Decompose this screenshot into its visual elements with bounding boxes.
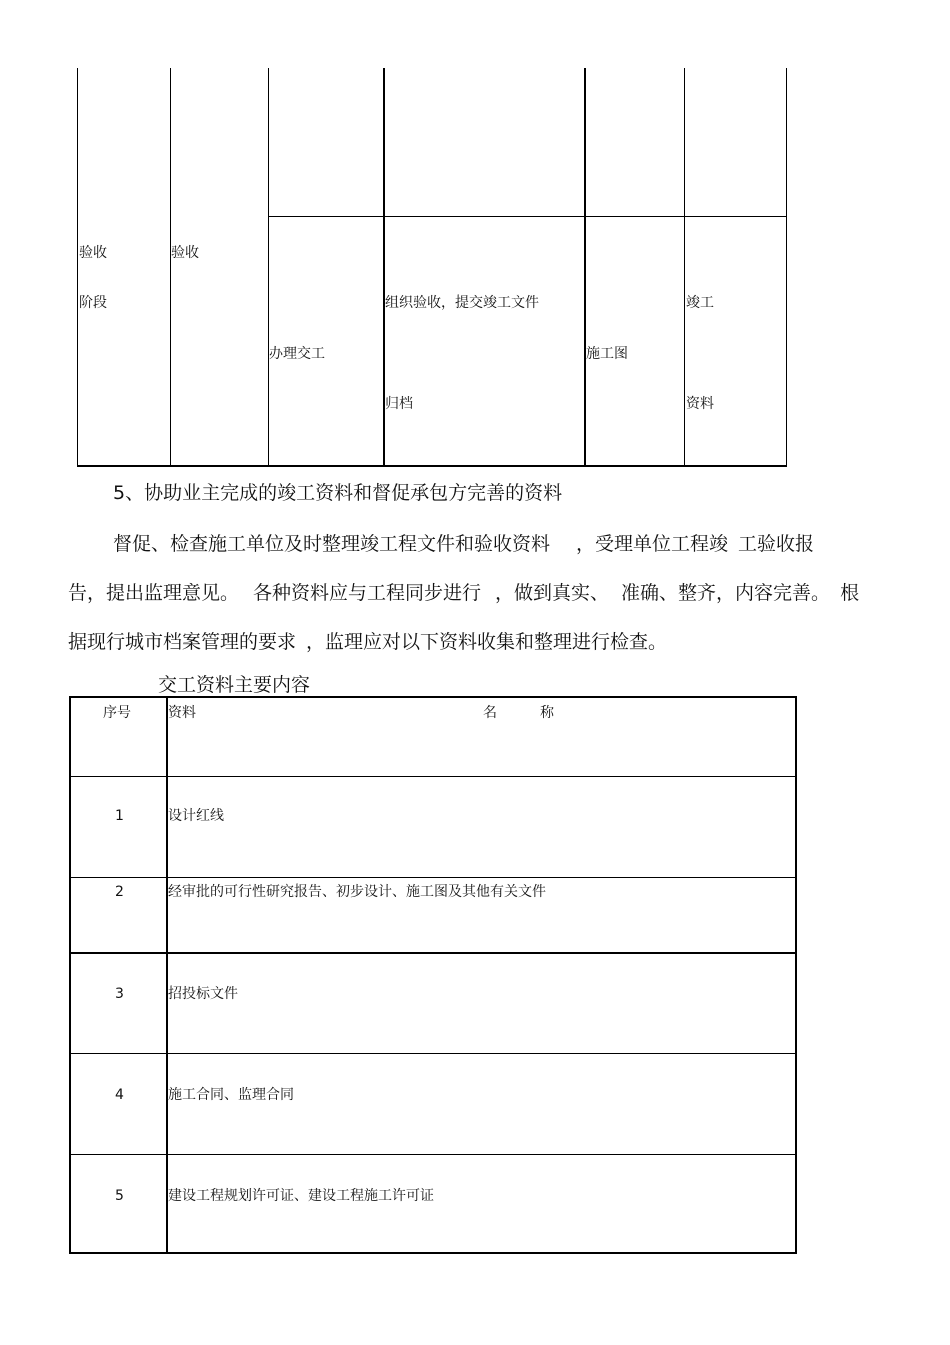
- cell-text: 验收: [79, 245, 107, 261]
- table-border: [170, 68, 171, 466]
- paragraph-line: [68, 630, 667, 654]
- cell-text: 竣工: [686, 295, 714, 311]
- table-border: [71, 1154, 797, 1155]
- row-number: 1: [115, 808, 124, 824]
- row-number: 2: [115, 884, 124, 900]
- text-run: 督促、检查施工单位及时整理竣工程文件和验收资料: [113, 533, 551, 555]
- row-name: 招投标文件: [168, 986, 238, 1002]
- table-border: [71, 877, 797, 878]
- text-run: 准确、整齐，内容完善。: [621, 582, 831, 604]
- header-name: 称: [540, 705, 554, 721]
- table-border: [684, 68, 685, 466]
- row-name: 设计红线: [168, 808, 224, 824]
- text-run: ，监理应对以下资料收集和整理进行检查。: [306, 631, 668, 653]
- table-border: [77, 465, 787, 467]
- header-left: 资料: [168, 705, 196, 721]
- table-border: [77, 68, 78, 466]
- cell-text: 组织验收，提交竣工文件: [385, 295, 539, 311]
- paragraph-line: [113, 532, 814, 556]
- cell-text: 资料: [686, 396, 714, 412]
- row-name: 建设工程规划许可证、建设工程施工许可证: [168, 1188, 434, 1204]
- list-table: [69, 696, 797, 1254]
- text-run: 根: [840, 582, 860, 604]
- table-border: [786, 68, 787, 466]
- cell-text: 施工图: [586, 346, 628, 362]
- cell-text: 归档: [385, 396, 413, 412]
- cell-text: 办理交工: [269, 346, 325, 362]
- table-border: [268, 68, 269, 466]
- table-border: [71, 1053, 797, 1054]
- text-run: 各种资料应与工程同步进行: [253, 582, 482, 604]
- text-run: ，做到真实、: [495, 582, 610, 604]
- text-run: 据现行城市档案管理的要求: [68, 631, 297, 653]
- table-border: [71, 776, 797, 777]
- cell-text: 验收: [171, 245, 199, 261]
- header-name: 名: [483, 705, 497, 721]
- table-border: [584, 68, 586, 466]
- row-number: 5: [115, 1188, 124, 1204]
- table-border: [268, 216, 786, 217]
- text-run: ，受理单位工程竣: [576, 533, 729, 555]
- table-caption: 交工资料主要内容: [158, 674, 311, 696]
- table-border: [166, 698, 168, 1254]
- header-no: 序号: [103, 705, 131, 721]
- text-run: 工验收报: [738, 533, 815, 555]
- section-heading: 5、协助业主完成的竣工资料和督促承包方完善的资料: [113, 482, 563, 504]
- row-number: 3: [115, 986, 124, 1002]
- table-border: [71, 952, 797, 954]
- row-name: 经审批的可行性研究报告、初步设计、施工图及其他有关文件: [168, 884, 546, 900]
- row-number: 4: [115, 1087, 124, 1103]
- cell-text: 阶段: [79, 295, 107, 311]
- paragraph-line: [68, 581, 859, 605]
- text-run: 告，提出监理意见。: [68, 582, 240, 604]
- row-name: 施工合同、监理合同: [168, 1087, 294, 1103]
